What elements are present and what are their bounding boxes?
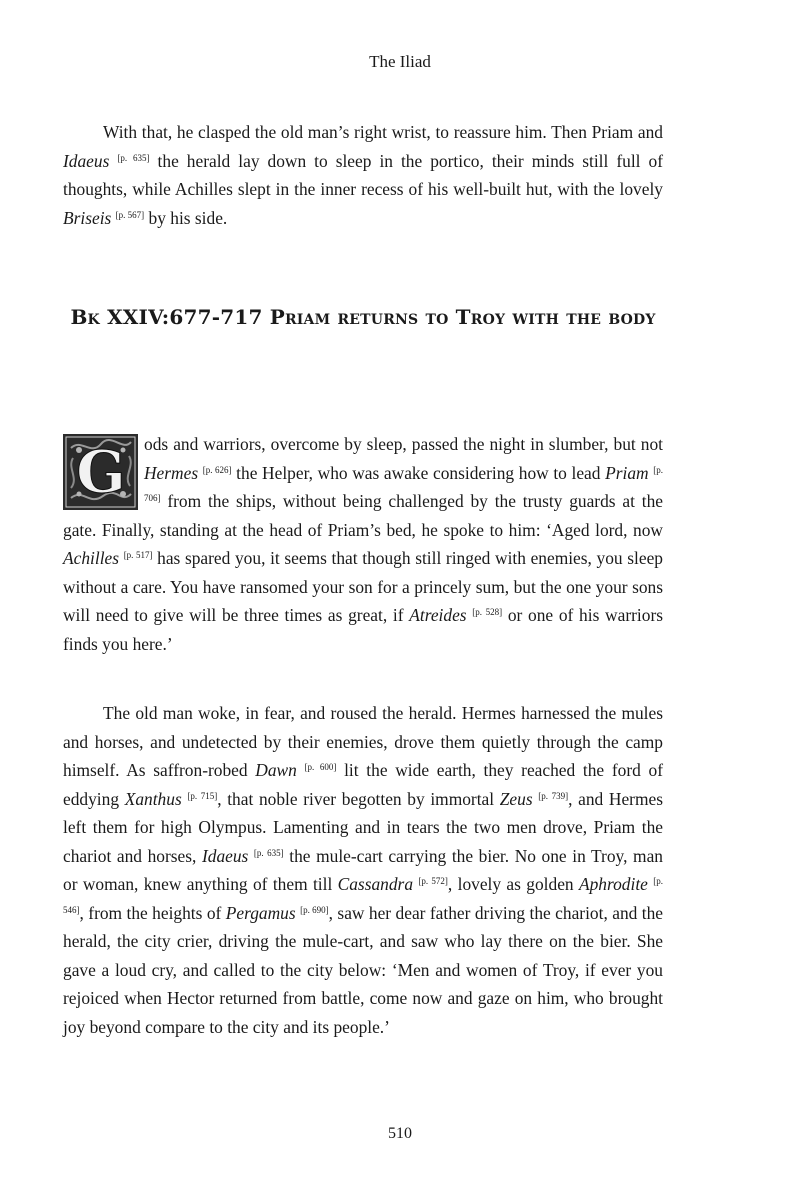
page-reference[interactable]: [p. 626]: [202, 464, 232, 475]
text-run: , and Hermes left them for high Olympus. Lamenting and in tears the two men drove, Priam the chariot and horses,: [63, 788, 663, 866]
text-run: the Helper, who was awake considering how to lead: [231, 462, 606, 483]
page-reference[interactable]: [p. 635]: [253, 847, 284, 858]
page-reference[interactable]: [p. 706]: [144, 464, 663, 503]
text-run: from the ships, without being challenged by the trusty guards at the gate. Finally, standing at the head of Priam’s bed, he spoke to him: ‘Aged lord, now: [63, 491, 663, 540]
name-link[interactable]: Zeus: [499, 788, 533, 809]
page-reference[interactable]: [p. 546]: [63, 876, 663, 915]
page-reference[interactable]: [p. 517]: [123, 550, 153, 560]
name-link[interactable]: Priam: [605, 462, 649, 483]
page-number: 510: [388, 1125, 412, 1142]
dropcap-letter: G: [76, 438, 126, 506]
page-reference[interactable]: [p. 690]: [300, 904, 329, 915]
paragraph-3: [63, 699, 663, 1041]
name-link[interactable]: Pergamus: [225, 902, 296, 923]
text-run: , that noble river begotten by immortal: [217, 788, 500, 809]
name-link[interactable]: Achilles: [63, 548, 120, 568]
section-heading: Bk XXIV:677-717 Priam returns to Troy with the body: [70, 305, 656, 329]
name-link[interactable]: Briseis: [63, 207, 112, 228]
page-reference[interactable]: [p. 715]: [187, 790, 218, 801]
page-reference[interactable]: [p. 567]: [115, 209, 145, 220]
running-header: The Iliad: [369, 52, 431, 71]
text-run: or one of his warriors finds you here.’: [63, 605, 663, 654]
name-link[interactable]: Atreides: [409, 605, 467, 625]
name-link[interactable]: Dawn: [255, 760, 297, 780]
name-link[interactable]: Aphrodite: [578, 874, 648, 894]
name-link[interactable]: Idaeus: [201, 845, 249, 866]
text-run: The old man woke, in fear, and roused the herald. Hermes harnessed the mules and horses, and undetected by their enemies, drove them quietly through the camp himself. As saffron-robed: [63, 703, 663, 780]
dropcap-illuminated-letter: [63, 434, 138, 510]
text-run: With that, he clasped the old man’s right wrist, to reassure him. Then Priam and: [103, 122, 663, 142]
text-run: , from the heights of: [79, 902, 226, 923]
text-run: the herald lay down to sleep in the portico, their minds still full of thoughts, while Achilles slept in the inner recess of his well-built hut, with the lovely: [63, 150, 663, 199]
text-run: has spared you, it seems that though still ringed with enemies, you sleep without a care. You have ransomed your son for a princely sum, but the one your sons will need to give will be three times as great, if: [63, 548, 663, 625]
paragraph-2: [63, 430, 663, 658]
name-link[interactable]: Xanthus: [124, 788, 182, 809]
text-run: lit the wide earth, they reached the ford of eddying: [63, 760, 664, 809]
text-run: , saw her dear father driving the chariot, and the herald, the city crier, driving the mule-cart, and saw who lay there on the bier. She gave a loud cry, and called to the city below: ‘Men and women of Troy, if ever you rejoiced when Hector returned from battle, come now and gaze on him, who brought joy beyond compare to the city and its people.’: [63, 902, 664, 1037]
page-reference[interactable]: [p. 572]: [418, 876, 448, 886]
text-run: the mule-cart carrying the bier. No one in Troy, man or woman, knew anything of them till: [63, 845, 663, 894]
text-run: by his side.: [144, 207, 228, 228]
name-link[interactable]: Idaeus: [63, 150, 110, 171]
paragraph-1: [63, 118, 663, 232]
name-link[interactable]: Hermes: [144, 462, 199, 483]
page-reference[interactable]: [p. 739]: [538, 790, 569, 801]
text-run: ods and warriors, overcome by sleep, passed the night in slumber, but not: [144, 434, 663, 454]
page-reference[interactable]: [p. 528]: [472, 607, 503, 617]
page-reference[interactable]: [p. 635]: [117, 152, 150, 163]
name-link[interactable]: Cassandra: [337, 874, 414, 894]
page-reference[interactable]: [p. 600]: [304, 762, 337, 772]
text-run: , lovely as golden: [447, 874, 579, 894]
